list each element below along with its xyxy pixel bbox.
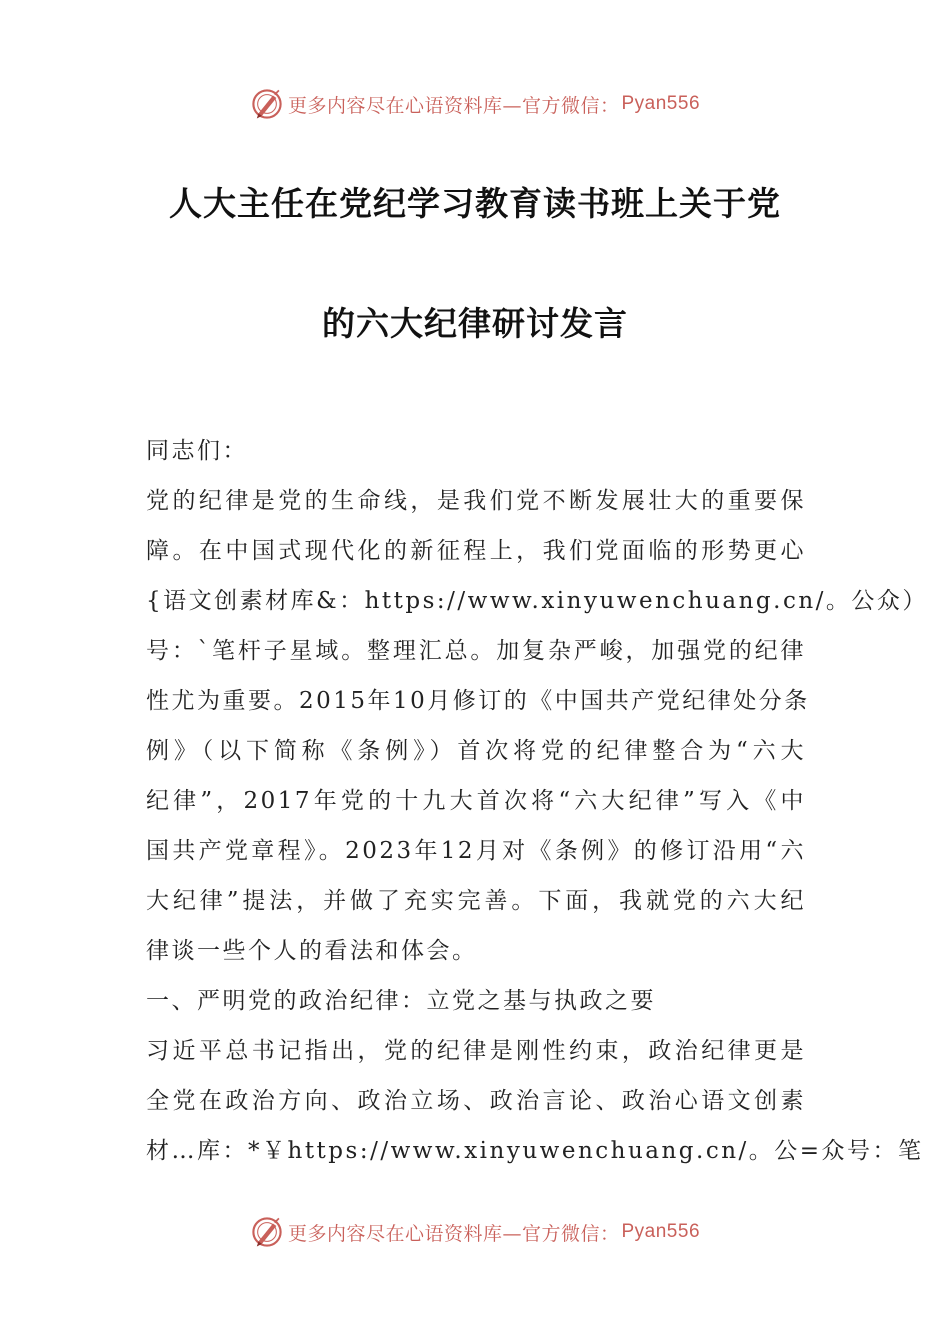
- body-line: 习近平总书记指出，党的纪律是刚性约束，政治纪律更是: [146, 1038, 806, 1064]
- watermark-header: [0, 84, 950, 124]
- body-line: 例》（以下简称《条例》）首次将党的纪律整合为“六大: [146, 738, 806, 764]
- section-heading: 一、严明党的政治纪律：立党之基与执政之要: [146, 988, 656, 1014]
- watermark-footer: [0, 1212, 950, 1252]
- body-line: 材…库：*￥https://www.xinyuwenchuang.cn/。公=众号：笔: [146, 1138, 924, 1164]
- document-title-line-2: 的六大纪律研讨发言: [322, 304, 628, 343]
- body-line: 党的纪律是党的生命线，是我们党不断发展壮大的重要保: [146, 488, 806, 514]
- document-body: [146, 426, 928, 1176]
- watermark-wechat-id: Pyan556: [621, 93, 701, 114]
- salutation: 同志们：: [146, 438, 248, 464]
- body-line: 全党在政治方向、政治立场、政治言论、政治心语文创素: [146, 1088, 806, 1114]
- document-title-line-1: 人大主任在党纪学习教育读书班上关于党: [169, 184, 781, 223]
- body-line: 号：`笔杆子星域。整理汇总。加复杂严峻，加强党的纪律: [146, 638, 806, 664]
- body-line: 大纪律”提法，并做了充实完善。下面，我就党的六大纪: [146, 888, 806, 914]
- watermark-text: 更多内容尽在心语资料库—官方微信：: [287, 1222, 620, 1245]
- body-line: 性尤为重要。2015年10月修订的《中国共产党纪律处分条: [146, 688, 810, 714]
- body-line: 障。在中国式现代化的新征程上，我们党面临的形势更心: [146, 538, 806, 564]
- watermark-text: 更多内容尽在心语资料库—官方微信：: [287, 94, 620, 117]
- body-line: {语文创素材库&：https://www.xinyuwenchuang.cn/。公众）: [146, 588, 928, 614]
- body-line: 纪律”，2017年党的十九大首次将“六大纪律”写入《中: [146, 788, 806, 814]
- pen-logo-icon: [250, 87, 284, 121]
- body-line: 律谈一些个人的看法和体会。: [146, 938, 478, 964]
- body-line: 国共产党章程》。2023年12月对《条例》的修订沿用“六: [146, 838, 806, 864]
- watermark-wechat-id: Pyan556: [621, 1221, 701, 1242]
- pen-logo-icon: [250, 1215, 284, 1249]
